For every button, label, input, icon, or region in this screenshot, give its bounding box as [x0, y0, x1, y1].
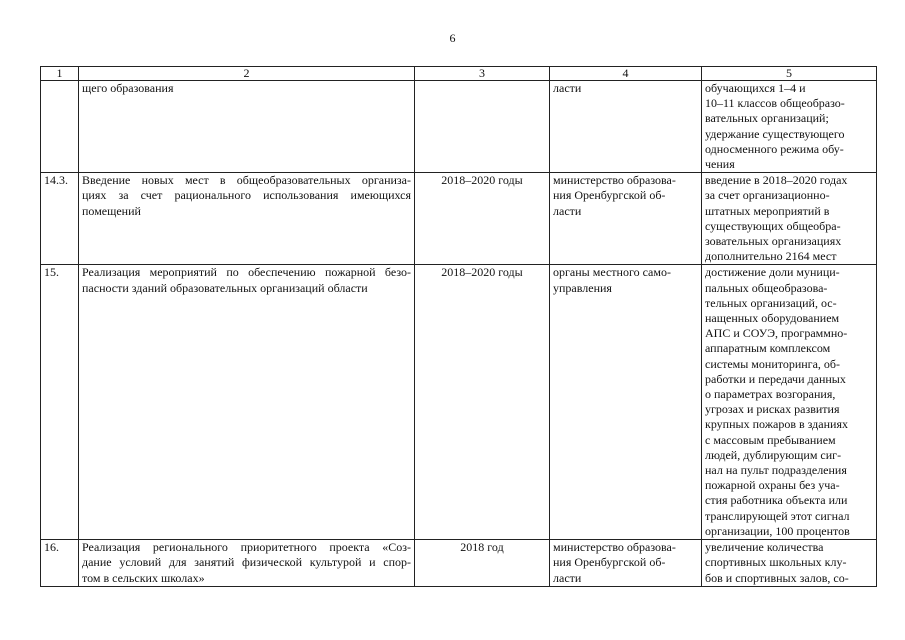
result-line: о параметрах возгорания,: [705, 387, 836, 402]
column-header: 4: [550, 67, 702, 81]
result-line: тельных организаций, ос-: [705, 295, 837, 310]
result-cell: [702, 265, 877, 540]
measure-name-line: Реализация регионального приоритетного проекта «Соз-: [82, 540, 411, 555]
result-line: за счет организационно-: [705, 188, 830, 203]
measure-name-cell: [79, 81, 415, 173]
measure-name-line: пасности зданий образовательных организаций области: [82, 280, 368, 295]
result-line: пальных общеобразова-: [705, 280, 828, 295]
measure-name-cell: [79, 173, 415, 265]
result-cell: [702, 173, 877, 265]
result-line: аппаратным комплексом: [705, 341, 831, 356]
result-line: угрозах и рисках развития: [705, 402, 840, 417]
result-line: зовательных организациях: [705, 234, 842, 249]
result-line: работки и передачи данных: [705, 371, 846, 386]
result-cell: [702, 81, 877, 173]
table-row: [41, 81, 877, 173]
executor-line: ласти: [553, 81, 582, 95]
result-line: организации, 100 процентов: [705, 523, 850, 538]
result-line: достижение доли муници-: [705, 265, 840, 280]
header-row: [41, 67, 877, 81]
row-number-cell: 14.3.: [41, 173, 79, 265]
row-number-cell: 16.: [41, 540, 79, 587]
result-line: системы мониторинга, об-: [705, 356, 841, 371]
executor-cell: [550, 540, 702, 587]
executor-line: органы местного само-: [553, 265, 671, 280]
measure-name-line: циях за счет рационального использования имеющихся: [82, 188, 411, 203]
executor-cell: [550, 173, 702, 265]
measure-name-line: помещений: [82, 203, 141, 218]
result-line: введение в 2018–2020 годах: [705, 173, 848, 188]
result-line: дополнительно 2164 мест: [705, 249, 837, 264]
term-cell: 2018–2020 годы: [415, 265, 550, 540]
program-table: [40, 66, 877, 587]
result-line: увеличение количества: [705, 540, 824, 555]
executor-line: министерство образова-: [553, 540, 676, 555]
result-line: стия работника объекта или: [705, 493, 848, 508]
executor-line: управления: [553, 280, 612, 295]
measure-name-cell: [79, 540, 415, 587]
term-cell: 2018 год: [415, 540, 550, 587]
result-line: транслирующей этот сигнал: [705, 508, 850, 523]
executor-line: ласти: [553, 570, 582, 585]
result-line: крупных пожаров в зданиях: [705, 417, 848, 432]
result-line: существующих общеобра-: [705, 218, 841, 233]
result-line: людей, дублирующим сиг-: [705, 447, 842, 462]
result-line: с массовым пребыванием: [705, 432, 836, 447]
row-number-cell: [41, 81, 79, 173]
column-header: 3: [415, 67, 550, 81]
result-line: нащенных оборудованием: [705, 311, 840, 326]
result-line: АПС и СОУЭ, программно-: [705, 326, 848, 341]
result-line: штатных мероприятий в: [705, 203, 830, 218]
executor-line: ния Оренбургской об-: [553, 188, 666, 203]
term-cell: [415, 81, 550, 173]
page-number: 6: [449, 31, 456, 45]
table-row: [41, 540, 877, 587]
measure-name-line: Реализация мероприятий по обеспечению пожарной безо-: [82, 265, 411, 280]
result-line: бов и спортивных залов, со-: [705, 570, 849, 585]
result-line: удержание существующего: [705, 126, 845, 141]
result-line: вательных организаций;: [705, 111, 829, 126]
executor-line: ния Оренбургской об-: [553, 555, 666, 570]
measure-name-line: щего образования: [82, 81, 174, 95]
executor-line: министерство образова-: [553, 173, 676, 188]
executor-cell: [550, 81, 702, 173]
result-line: пожарной охраны без уча-: [705, 478, 840, 493]
result-cell: [702, 540, 877, 587]
result-line: чения: [705, 157, 735, 172]
column-header: 1: [41, 67, 79, 81]
row-number-cell: 15.: [41, 265, 79, 540]
executor-cell: [550, 265, 702, 540]
result-line: нал на пульт подразделения: [705, 463, 847, 478]
result-line: 10–11 классов общеобразо-: [705, 96, 845, 111]
measure-name-line: Введение новых мест в общеобразовательных организа-: [82, 173, 411, 188]
measure-name-line: дание условий для занятий физической культурой и спор-: [82, 555, 411, 570]
result-line: обучающихся 1–4 и: [705, 81, 806, 95]
executor-line: ласти: [553, 203, 582, 218]
column-header: 2: [79, 67, 415, 81]
table-row: [41, 265, 877, 540]
result-line: односменного режима обу-: [705, 141, 844, 156]
term-cell: 2018–2020 годы: [415, 173, 550, 265]
measure-name-cell: [79, 265, 415, 540]
table-row: [41, 173, 877, 265]
column-header: 5: [702, 67, 877, 81]
result-line: спортивных школьных клу-: [705, 555, 847, 570]
measure-name-line: том в сельских школах»: [82, 570, 205, 585]
